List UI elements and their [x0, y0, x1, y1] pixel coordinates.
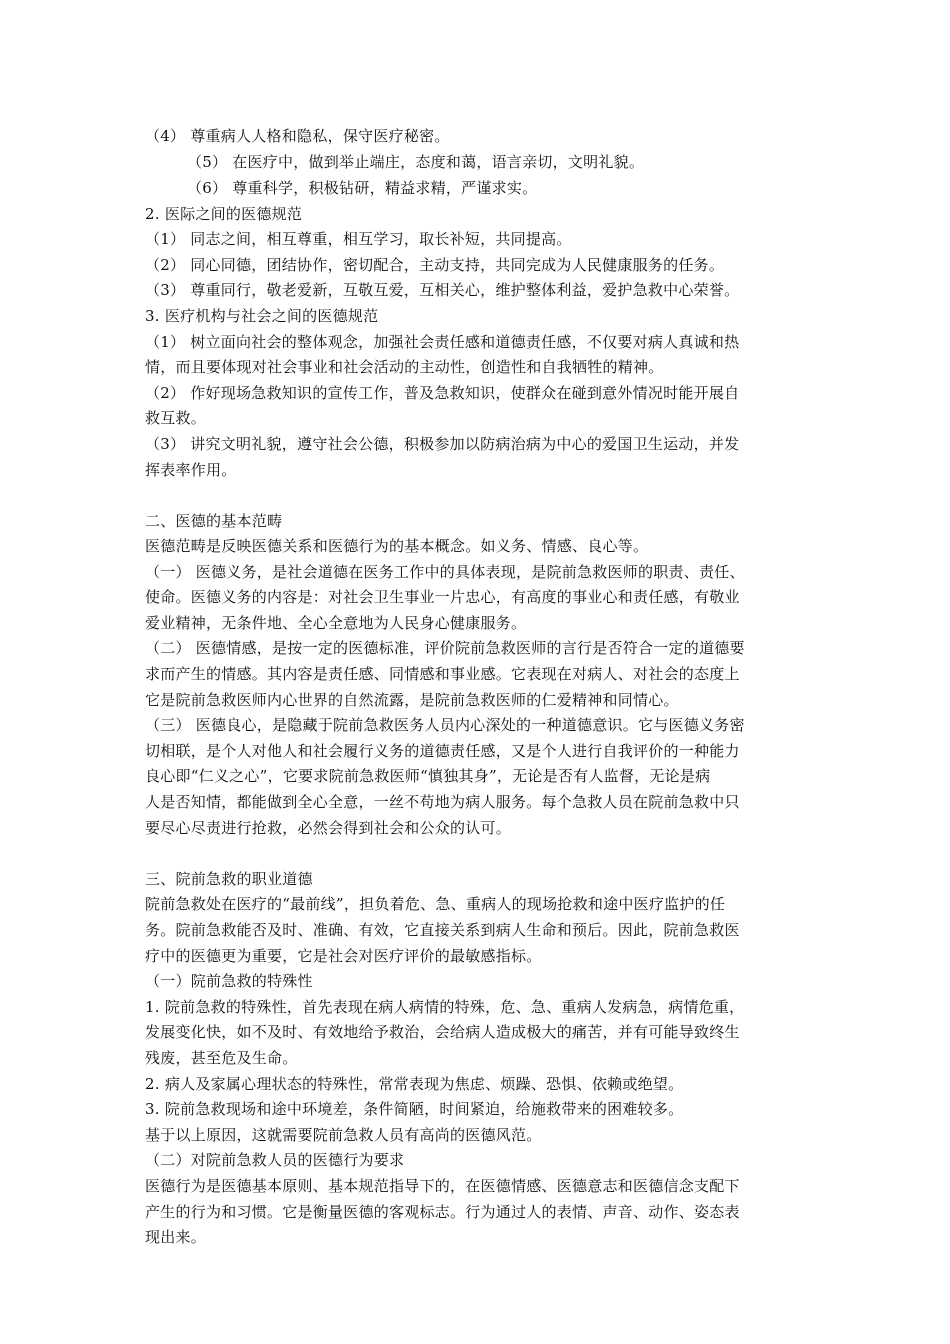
- subsection-heading: （一）院前急救的特殊性: [145, 972, 313, 990]
- text-line: （3） 讲究文明礼貌，遵守社会公德，积极参加以防病治病为中心的爱国卫生运动，并发: [145, 435, 740, 453]
- text-line: 疗中的医德更为重要，它是社会对医疗评价的最敏感指标。: [145, 947, 542, 965]
- text-line: （1） 树立面向社会的整体观念，加强社会责任感和道德责任感，不仅要对病人真诚和热: [145, 333, 740, 351]
- text-line: 良心即“仁义之心”，它要求院前急救医师“慎独其身”，无论是否有人监督，无论是病: [145, 767, 711, 785]
- section-heading: 2. 医际之间的医德规范: [145, 205, 303, 223]
- text-line: （6） 尊重科学，积极钻研，精益求精，严谨求实。: [187, 179, 538, 197]
- text-line: （2） 同心同德，团结协作，密切配合，主动支持，共同完成为人民健康服务的任务。: [145, 256, 725, 274]
- text-line: 切相联，是个人对他人和社会履行义务的道德责任感，又是个人进行自我评价的一种能力: [145, 742, 740, 760]
- text-line: （三） 医德良心，是隐藏于院前急救医务人员内心深处的一种道德意识。它与医德义务密: [145, 716, 745, 734]
- text-line: 2. 病人及家属心理状态的特殊性，常常表现为焦虑、烦躁、恐惧、依赖或绝望。: [145, 1075, 684, 1093]
- text-line: 发展变化快，如不及时、有效地给予救治，会给病人造成极大的痛苦，并有可能导致终生: [145, 1023, 740, 1041]
- text-line: 救互救。: [145, 409, 207, 427]
- text-line: 情，而且要体现对社会事业和社会活动的主动性，创造性和自我牺牲的精神。: [145, 358, 664, 376]
- text-line: （二） 医德情感，是按一定的医德标准，评价院前急救医师的言行是否符合一定的道德要: [145, 639, 745, 657]
- subsection-heading: （二）对院前急救人员的医德行为要求: [145, 1151, 405, 1169]
- chapter-heading: 二、医德的基本范畴: [145, 512, 283, 530]
- text-line: 医德范畴是反映医德关系和医德行为的基本概念。如义务、情感、良心等。: [145, 537, 649, 555]
- text-line: 挥表率作用。: [145, 461, 237, 479]
- text-line: （2） 作好现场急救知识的宣传工作，普及急救知识，使群众在碰到意外情况时能开展自: [145, 384, 740, 402]
- text-line: （4） 尊重病人人格和隐私，保守医疗秘密。: [145, 127, 450, 145]
- text-line: 使命。医德义务的内容是：对社会卫生事业一片忠心，有高度的事业心和责任感，有敬业: [145, 588, 740, 606]
- text-line: 3. 院前急救现场和途中环境差，条件简陋，时间紧迫，给施救带来的困难较多。: [145, 1100, 684, 1118]
- text-line: 医德行为是医德基本原则、基本规范指导下的，在医德情感、医德意志和医德信念支配下: [145, 1177, 740, 1195]
- text-line: 1. 院前急救的特殊性，首先表现在病人病情的特殊，危、急、重病人发病急，病情危重，: [145, 998, 745, 1016]
- text-line: 残废，甚至危及生命。: [145, 1049, 298, 1067]
- text-line: 基于以上原因，这就需要院前急救人员有高尚的医德风范。: [145, 1126, 542, 1144]
- text-line: 现出来。: [145, 1228, 207, 1246]
- text-line: 产生的行为和习惯。它是衡量医德的客观标志。行为通过人的表情、声音、动作、姿态表: [145, 1203, 740, 1221]
- text-line: （3） 尊重同行，敬老爱新，互敬互爱，互相关心，维护整体利益，爱护急救中心荣誉。: [145, 281, 740, 299]
- chapter-heading: 三、院前急救的职业道德: [145, 870, 313, 888]
- text-line: 要尽心尽责进行抢救，必然会得到社会和公众的认可。: [145, 819, 512, 837]
- text-line: 求而产生的情感。其内容是责任感、同情感和事业感。它表现在对病人、对社会的态度上: [145, 665, 740, 683]
- text-line: （1） 同志之间，相互尊重，相互学习，取长补短，共同提高。: [145, 230, 572, 248]
- text-line: 务。院前急救能否及时、准确、有效，它直接关系到病人生命和预后。因此，院前急救医: [145, 921, 740, 939]
- text-line: 它是院前急救医师内心世界的自然流露，是院前急救医师的仁爱精神和同情心。: [145, 691, 679, 709]
- text-line: 爱业精神，无条件地、全心全意地为人民身心健康服务。: [145, 614, 527, 632]
- section-heading: 3. 医疗机构与社会之间的医德规范: [145, 307, 379, 325]
- text-line: （一） 医德义务，是社会道德在医务工作中的具体表现，是院前急救医师的职责、责任、: [145, 563, 745, 581]
- text-line: 人是否知情，都能做到全心全意，一丝不苟地为病人服务。每个急救人员在院前急救中只: [145, 793, 740, 811]
- text-line: 院前急救处在医疗的“最前线”，担负着危、急、重病人的现场抢救和途中医疗监护的任: [145, 895, 726, 913]
- text-line: （5） 在医疗中，做到举止端庄，态度和蔼，语言亲切，文明礼貌。: [187, 153, 645, 171]
